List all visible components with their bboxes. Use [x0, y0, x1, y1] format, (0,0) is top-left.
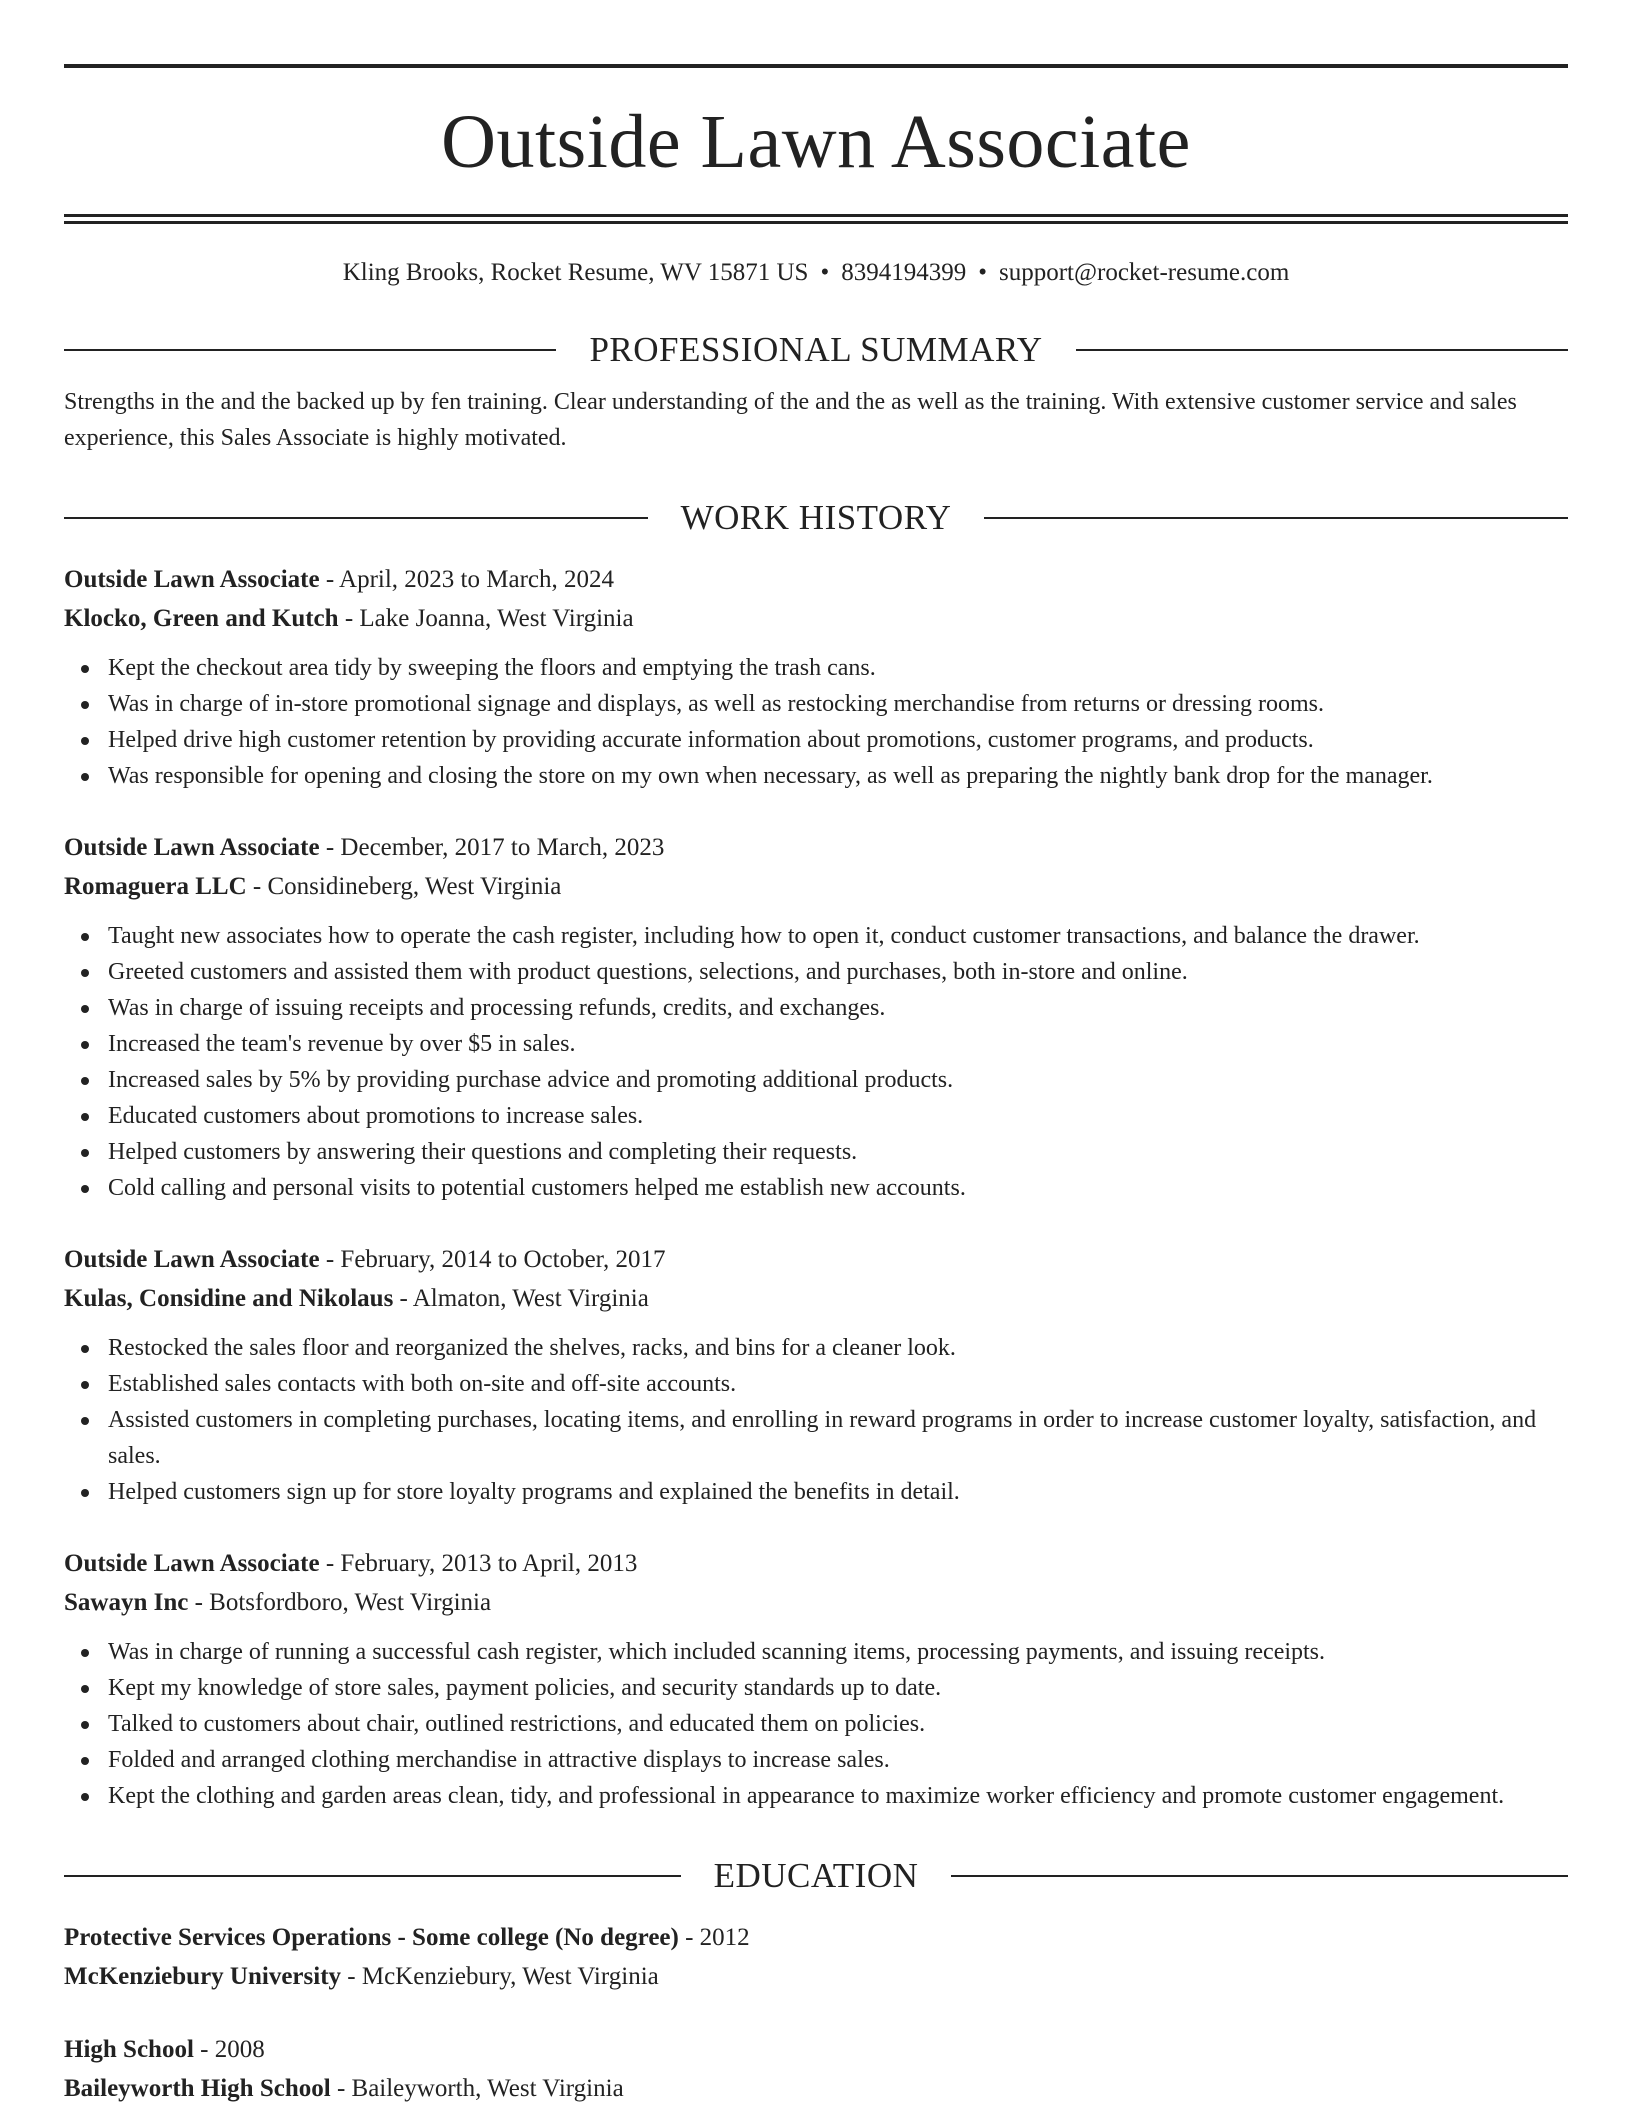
- job-bullet-text: Helped customers sign up for store loyalty programs and explained the benefits in detail.: [108, 1479, 960, 1505]
- top-rule: [64, 64, 1568, 68]
- job-title-line: [64, 1544, 1568, 1583]
- job-bullet-text: Kept the checkout area tidy by sweeping the floors and emptying the trash cans.: [108, 655, 876, 681]
- bullet-icon: [81, 1113, 89, 1121]
- job-bullet: [108, 1134, 1568, 1170]
- job-bullet: [108, 1742, 1568, 1778]
- resume-page: [64, 64, 1568, 2108]
- section-heading-summary: [64, 330, 1568, 370]
- heading-rule-right: [1076, 349, 1568, 351]
- bullet-icon: [81, 1077, 89, 1085]
- job-company: Klocko, Green and Kutch: [64, 605, 339, 632]
- job-bullet-text: Restocked the sales floor and reorganized the shelves, racks, and bins for a cleaner look.: [108, 1335, 956, 1361]
- job-bullet-text: Folded and arranged clothing merchandise in attractive displays to increase sales.: [108, 1747, 890, 1773]
- education-school: Baileyworth High School: [64, 2075, 331, 2102]
- contact-separator: •: [978, 259, 987, 286]
- job-bullet-text: Increased the team's revenue by over $5 in sales.: [108, 1031, 576, 1057]
- job-bullet-text: Educated customers about promotions to increase sales.: [108, 1103, 644, 1129]
- job-bullet-text: Taught new associates how to operate the cash register, including how to open it, conduct customer transactions, and balance the drawer.: [108, 923, 1420, 949]
- bullet-icon: [81, 969, 89, 977]
- job-bullet: [108, 990, 1568, 1026]
- job-bullet: [108, 758, 1568, 794]
- job-bullet: [108, 1366, 1568, 1402]
- job-bullet: [108, 1170, 1568, 1206]
- job-bullet: [108, 1670, 1568, 1706]
- job-company-line: [64, 599, 1568, 638]
- job-bullet-text: Increased sales by 5% by providing purchase advice and promoting additional products.: [108, 1067, 954, 1093]
- bullet-icon: [81, 1649, 89, 1657]
- job-title-line: [64, 560, 1568, 599]
- job-title-line: [64, 828, 1568, 867]
- education-year: - 2012: [678, 1924, 750, 1951]
- job-bullet: [108, 1474, 1568, 1510]
- bullet-icon: [81, 1757, 89, 1765]
- education-list: [64, 1918, 1568, 2108]
- job-bullet-text: Kept my knowledge of store sales, payment policies, and security standards up to date.: [108, 1675, 942, 1701]
- job-entry: [64, 828, 1568, 1206]
- bullet-icon: [81, 701, 89, 709]
- resume-title: Outside Lawn Associate: [441, 100, 1191, 184]
- job-bullet: [108, 1026, 1568, 1062]
- summary-text: Strengths in the and the backed up by fen training. Clear understanding of the and the as well as the training. With extensive customer service and sales experience, this Sales Associate is highly motivated.: [64, 389, 1517, 451]
- job-bullet-text: Helped customers by answering their questions and completing their requests.: [108, 1139, 858, 1165]
- job-bullet: [108, 686, 1568, 722]
- contact-separator: •: [820, 259, 830, 286]
- bullet-icon: [81, 1185, 89, 1193]
- job-entry: [64, 560, 1568, 794]
- job-location: - Almaton, West Virginia: [393, 1285, 649, 1312]
- education-location: - McKenziebury, West Virginia: [341, 1963, 659, 1990]
- job-entry: [64, 1240, 1568, 1510]
- bullet-icon: [81, 1381, 89, 1389]
- bullet-icon: [81, 737, 89, 745]
- bullet-icon: [81, 1149, 89, 1157]
- section-title: PROFESSIONAL SUMMARY: [589, 330, 1043, 369]
- job-bullet-text: Greeted customers and assisted them with product questions, selections, and purchases, both in-store and online.: [108, 959, 1188, 985]
- job-company-line: [64, 1279, 1568, 1318]
- job-location: - Botsfordboro, West Virginia: [188, 1589, 492, 1616]
- education-entry: [64, 2030, 1568, 2108]
- bullet-icon: [81, 1489, 89, 1497]
- heading-rule-right: [951, 1875, 1568, 1877]
- job-bullet: [108, 1062, 1568, 1098]
- section-heading-education: [64, 1856, 1568, 1896]
- job-bullet-text: Kept the clothing and garden areas clean, tidy, and professional in appearance to maximize worker efficiency and promote customer engagement.: [108, 1783, 1505, 1809]
- job-location: - Lake Joanna, West Virginia: [338, 605, 634, 632]
- job-bullet-text: Established sales contacts with both on-site and off-site accounts.: [108, 1371, 737, 1397]
- education-year: - 2008: [193, 2036, 265, 2063]
- job-dates: - December, 2017 to March, 2023: [319, 834, 665, 861]
- heading-rule-left: [64, 349, 556, 351]
- education-school: McKenziebury University: [64, 1963, 342, 1990]
- job-bullet-text: Was in charge of in-store promotional signage and displays, as well as restocking merchandise from returns or dressing rooms.: [108, 691, 1324, 717]
- job-bullet: [108, 650, 1568, 686]
- heading-rule-right: [984, 517, 1568, 519]
- job-title: Outside Lawn Associate: [64, 1550, 320, 1577]
- job-location: - Considineberg, West Virginia: [246, 873, 562, 900]
- job-company-line: [64, 867, 1568, 906]
- job-title: Outside Lawn Associate: [64, 1246, 320, 1273]
- job-bullet: [108, 1330, 1568, 1366]
- bullet-icon: [81, 1417, 89, 1425]
- education-degree-line: [64, 1918, 1568, 1957]
- bullet-icon: [81, 1041, 89, 1049]
- job-bullet-text: Cold calling and personal visits to potential customers helped me establish new accounts.: [108, 1175, 966, 1201]
- education-entry: [64, 1918, 1568, 1996]
- job-title: Outside Lawn Associate: [64, 566, 320, 593]
- section-title: EDUCATION: [713, 1856, 919, 1895]
- job-dates: - April, 2023 to March, 2024: [319, 566, 615, 593]
- education-school-line: [64, 1957, 1568, 1996]
- bullet-icon: [81, 933, 89, 941]
- bullet-icon: [81, 1345, 89, 1353]
- bullet-icon: [81, 1721, 89, 1729]
- education-school-line: [64, 2069, 1568, 2108]
- section-heading-work: [64, 498, 1568, 538]
- job-bullet: [108, 722, 1568, 758]
- contact-address: Kling Brooks, Rocket Resume, WV 15871 US: [342, 259, 809, 286]
- job-bullet: [108, 1778, 1568, 1814]
- contact-phone: 8394194399: [841, 259, 967, 286]
- job-company-line: [64, 1583, 1568, 1622]
- job-dates: - February, 2014 to October, 2017: [319, 1246, 666, 1273]
- bullet-icon: [81, 1005, 89, 1013]
- job-bullet: [108, 1402, 1568, 1474]
- job-company: Sawayn Inc: [64, 1589, 189, 1616]
- contact-line: [64, 258, 1568, 288]
- job-bullet-text: Assisted customers in completing purchases, locating items, and enrolling in reward programs in order to increase customer loyalty, satisfaction, and sales.: [108, 1407, 1537, 1469]
- job-bullet-text: Helped drive high customer retention by providing accurate information about promotions, customer programs, and products.: [108, 727, 1314, 753]
- job-bullet-list: [64, 1330, 1568, 1510]
- title-double-rule: [64, 214, 1568, 224]
- heading-rule-left: [64, 1875, 681, 1877]
- education-degree: Protective Services Operations - Some college (No degree): [64, 1924, 679, 1951]
- job-title-line: [64, 1240, 1568, 1279]
- contact-email: support@rocket-resume.com: [998, 259, 1290, 286]
- job-title: Outside Lawn Associate: [64, 834, 320, 861]
- education-location: - Baileyworth, West Virginia: [330, 2075, 624, 2102]
- job-bullet: [108, 954, 1568, 990]
- bullet-icon: [81, 665, 89, 673]
- job-entry: [64, 1544, 1568, 1814]
- heading-rule-left: [64, 517, 648, 519]
- job-bullet-list: [64, 918, 1568, 1206]
- job-company: Kulas, Considine and Nikolaus: [64, 1285, 394, 1312]
- section-title: WORK HISTORY: [680, 498, 952, 537]
- job-bullet-text: Was in charge of issuing receipts and processing refunds, credits, and exchanges.: [108, 995, 886, 1021]
- job-bullet-text: Talked to customers about chair, outlined restrictions, and educated them on policies.: [108, 1711, 926, 1737]
- job-bullet-list: [64, 1634, 1568, 1814]
- job-bullet-list: [64, 650, 1568, 794]
- job-bullet: [108, 918, 1568, 954]
- education-degree-line: [64, 2030, 1568, 2069]
- work-history-list: [64, 560, 1568, 1814]
- job-bullet: [108, 1706, 1568, 1742]
- bullet-icon: [81, 1685, 89, 1693]
- job-dates: - February, 2013 to April, 2013: [319, 1550, 638, 1577]
- job-bullet: [108, 1098, 1568, 1134]
- bullet-icon: [81, 773, 89, 781]
- job-bullet-text: Was responsible for opening and closing the store on my own when necessary, as well as preparing the nightly bank drop for the manager.: [108, 763, 1433, 789]
- job-bullet: [108, 1634, 1568, 1670]
- job-bullet-text: Was in charge of running a successful cash register, which included scanning items, processing payments, and issuing receipts.: [108, 1639, 1326, 1665]
- bullet-icon: [81, 1793, 89, 1801]
- job-company: Romaguera LLC: [64, 873, 247, 900]
- education-degree: High School: [64, 2036, 194, 2063]
